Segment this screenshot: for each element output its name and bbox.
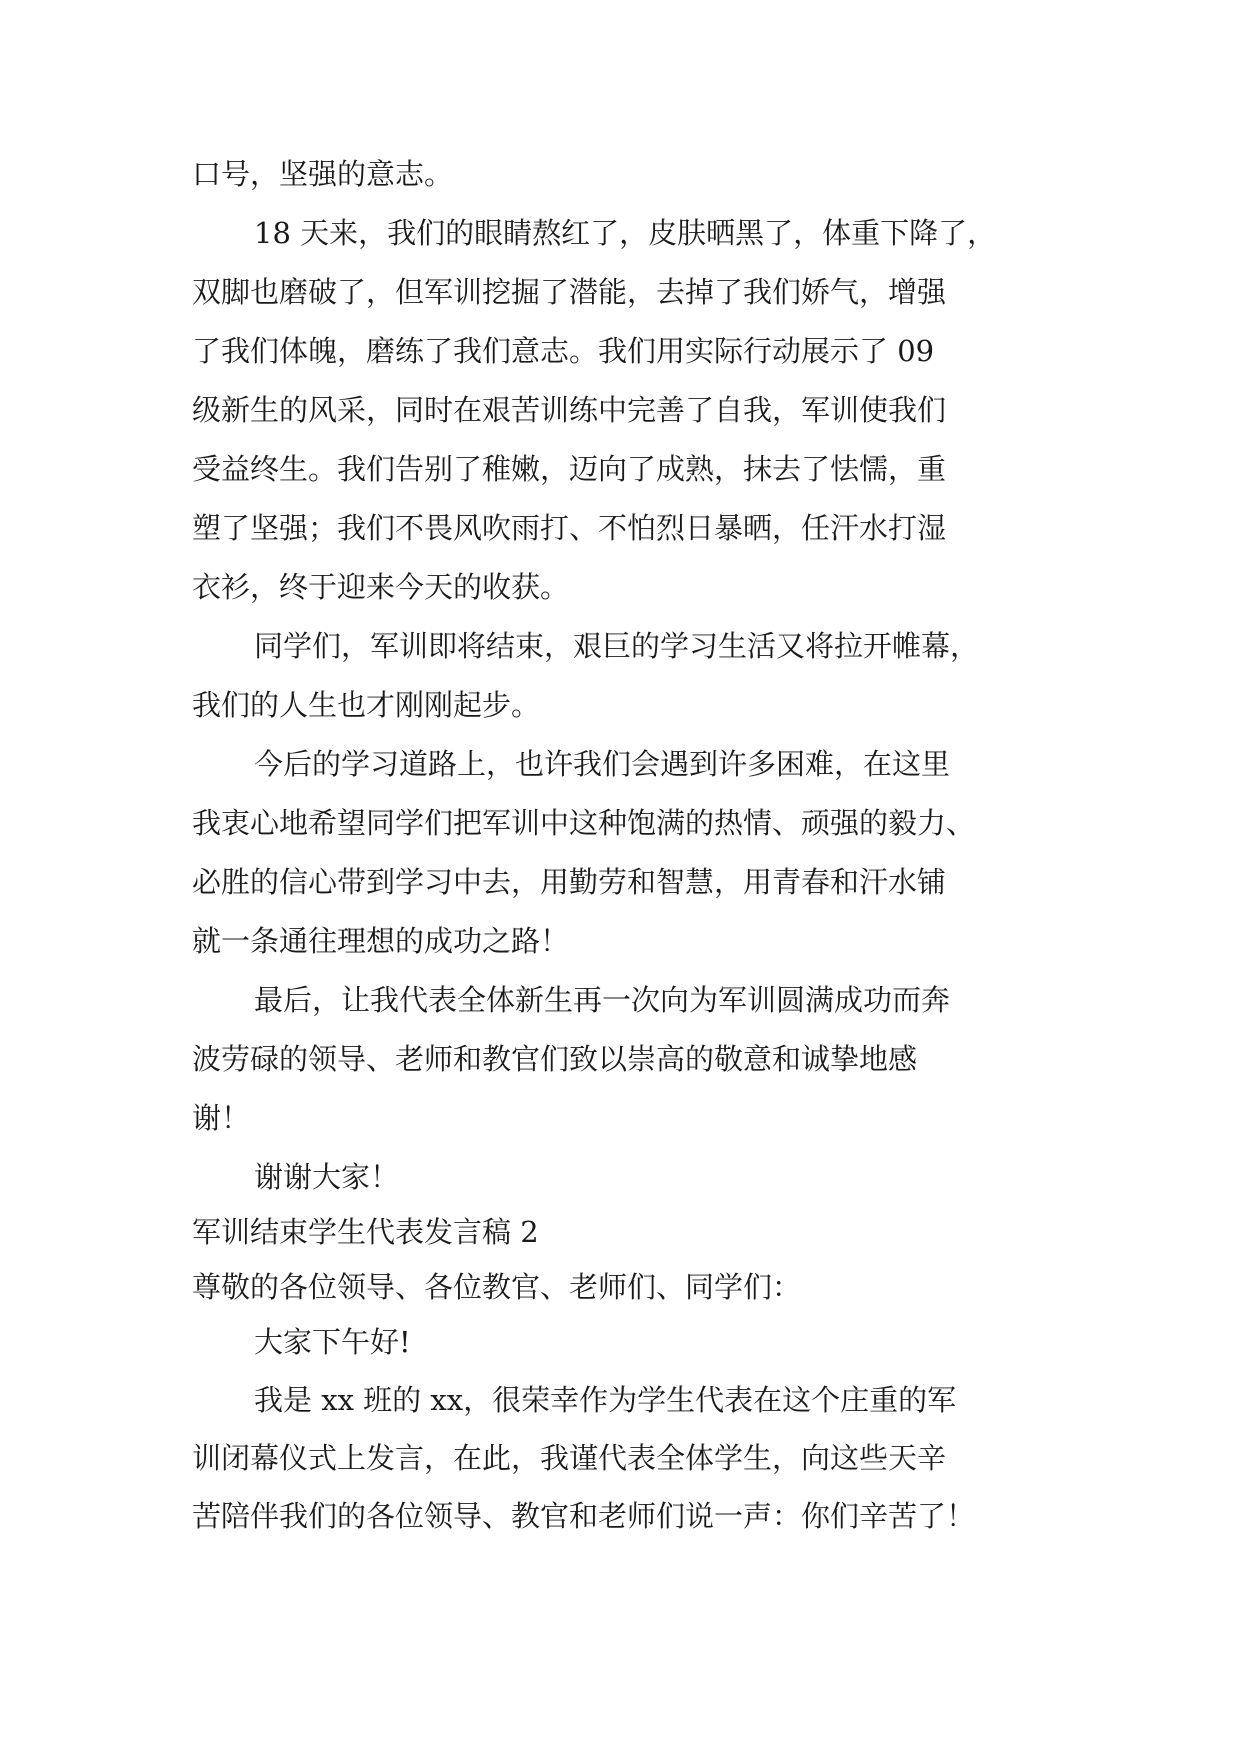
salutation-line: 尊敬的各位领导、各位教官、老师们、同学们： xyxy=(192,1270,802,1304)
text-line: 谢！ xyxy=(192,1101,251,1135)
text-line: 训闭幕仪式上发言，在此，我谨代表全体学生，向这些天辛 xyxy=(192,1441,947,1475)
paragraph-line: 18 天来，我们的眼睛熬红了，皮肤晒黑了，体重下降了， xyxy=(254,216,997,250)
paragraph-line: 今后的学习道路上，也许我们会遇到许多困难，在这里 xyxy=(254,747,951,781)
text-line: 口号，坚强的意志。 xyxy=(192,157,454,191)
paragraph-line: 谢谢大家！ xyxy=(254,1160,400,1194)
text-line: 受益终生。我们告别了稚嫩，迈向了成熟，抹去了怯懦，重 xyxy=(192,452,947,486)
section-heading: 军训结束学生代表发言稿 2 xyxy=(192,1215,539,1249)
paragraph-line: 同学们，军训即将结束，艰巨的学习生活又将拉开帷幕， xyxy=(254,629,980,663)
text-line: 必胜的信心带到学习中去，用勤劳和智慧，用青春和汗水铺 xyxy=(192,865,947,899)
text-line: 苦陪伴我们的各位领导、教官和老师们说一声：你们辛苦了！ xyxy=(192,1499,976,1533)
paragraph-line: 最后，让我代表全体新生再一次向为军训圆满成功而奔 xyxy=(254,983,951,1017)
text-line: 级新生的风采，同时在艰苦训练中完善了自我，军训使我们 xyxy=(192,393,947,427)
text-line: 了我们体魄，磨练了我们意志。我们用实际行动展示了 09 xyxy=(192,334,935,368)
paragraph-line: 我是 xx 班的 xx，很荣幸作为学生代表在这个庄重的军 xyxy=(254,1383,957,1417)
text-line: 就一条通往理想的成功之路！ xyxy=(192,924,570,958)
greeting-line: 大家下午好! xyxy=(254,1325,411,1359)
text-line: 我们的人生也才刚刚起步。 xyxy=(192,688,541,722)
text-line: 波劳碌的领导、老师和教官们致以崇高的敬意和诚挚地感 xyxy=(192,1042,918,1076)
text-line: 我衷心地希望同学们把军训中这种饱满的热情、顽强的毅力、 xyxy=(192,806,976,840)
text-line: 衣衫，终于迎来今天的收获。 xyxy=(192,570,570,604)
text-line: 双脚也磨破了，但军训挖掘了潜能，去掉了我们娇气，增强 xyxy=(192,275,947,309)
text-line: 塑了坚强；我们不畏风吹雨打、不怕烈日暴晒，任汗水打湿 xyxy=(192,511,947,545)
